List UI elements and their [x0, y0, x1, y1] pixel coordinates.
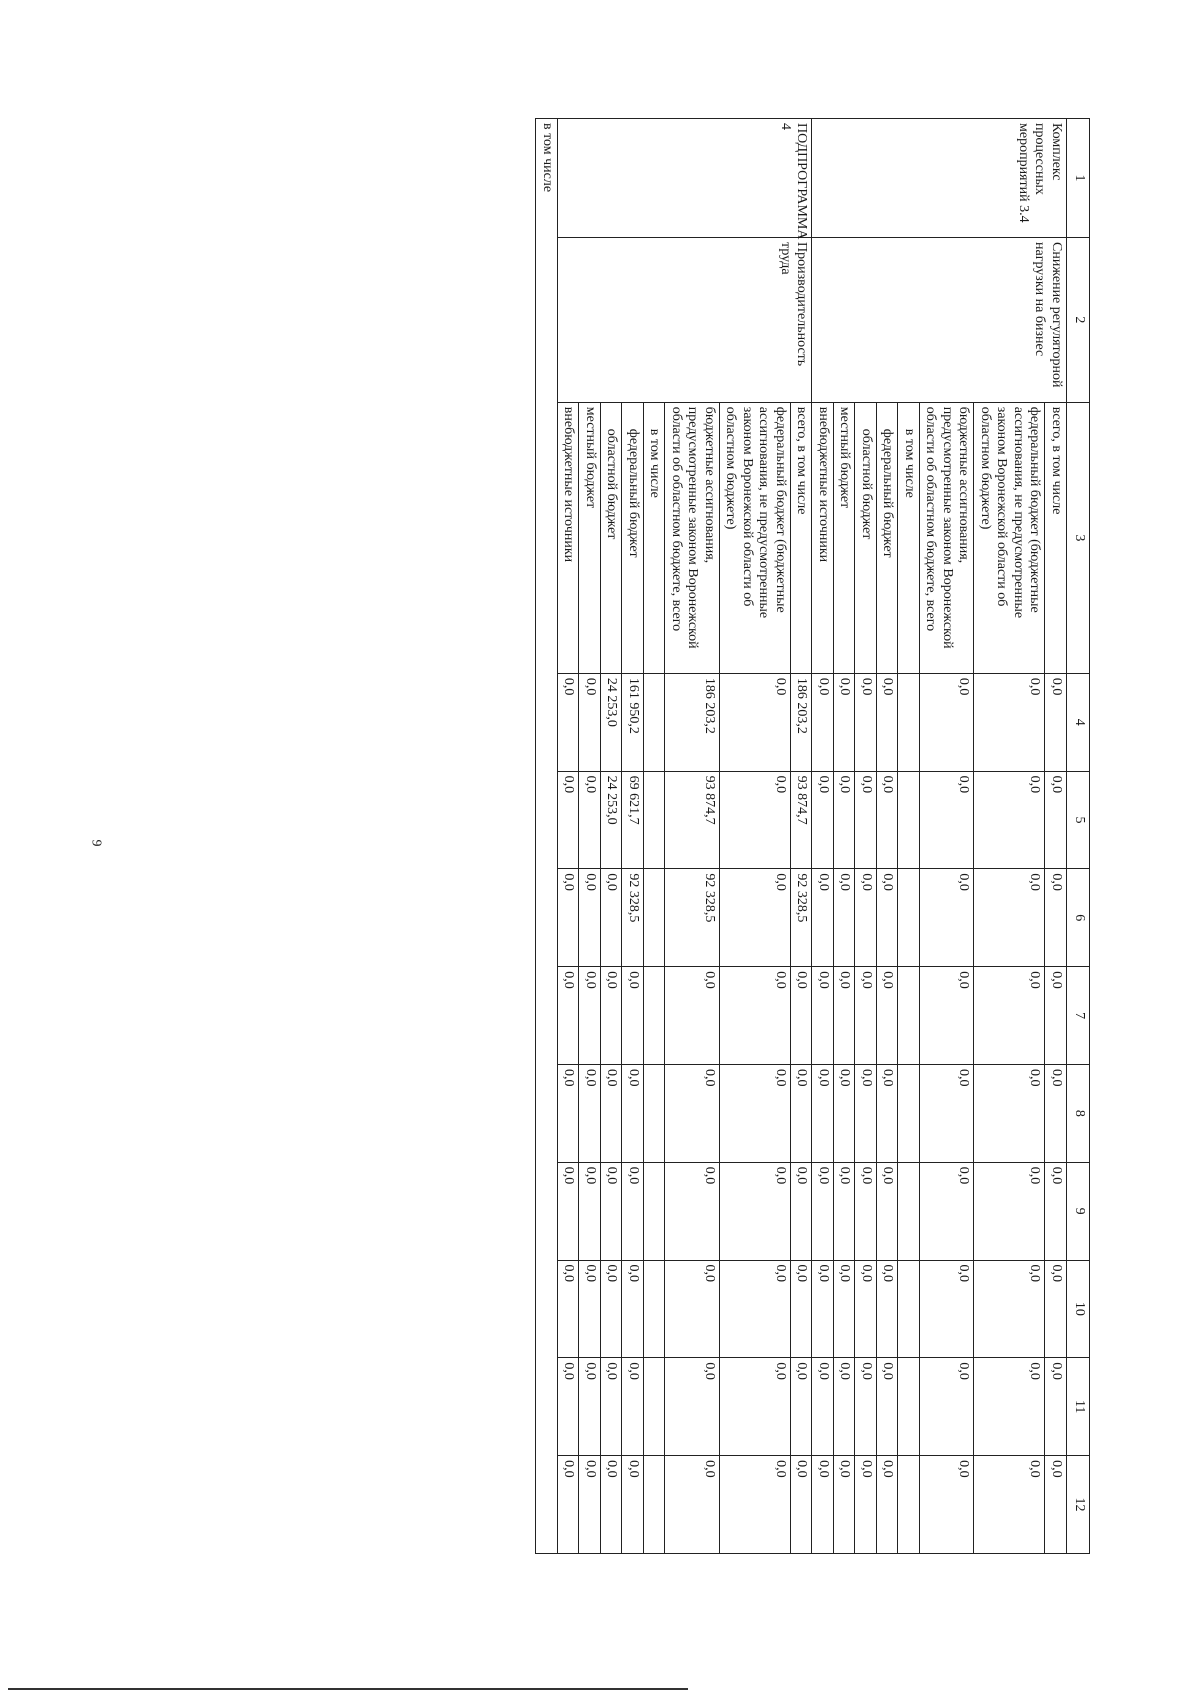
cell-value: 0,0 [812, 1162, 834, 1260]
cell-source: бюджетные ассигнования, предусмотренные законом Воронежской области об областном бюджете, всего [665, 402, 720, 673]
cell-value: 0,0 [812, 1456, 834, 1554]
cell-value: 0,0 [665, 1260, 720, 1358]
cell-value: 0,0 [1045, 771, 1067, 869]
column-header: 10 [1067, 1260, 1090, 1358]
cell-value: 0,0 [719, 771, 790, 869]
cell-value: 0,0 [974, 673, 1045, 771]
cell-value: 0,0 [600, 1456, 622, 1554]
cell-value: 0,0 [876, 1456, 898, 1554]
cell-value: 186 203,2 [665, 673, 720, 771]
cell-value: 0,0 [855, 1456, 877, 1554]
table-row [536, 119, 558, 1554]
cell-value [898, 1064, 920, 1162]
cell-value: 92 328,5 [665, 869, 720, 967]
cell-value: 0,0 [557, 1456, 579, 1554]
cell-value: 0,0 [557, 1358, 579, 1456]
cell-value: 0,0 [557, 1064, 579, 1162]
cell-value: 0,0 [855, 1162, 877, 1260]
cell-program: ПОДПРОГРАММА 4 [557, 119, 812, 238]
cell-value: 0,0 [719, 673, 790, 771]
cell-value: 0,0 [600, 1260, 622, 1358]
cell-value: 0,0 [622, 1358, 644, 1456]
cell-source: местный бюджет [579, 402, 601, 673]
column-header: 5 [1067, 771, 1090, 869]
cell-value: 0,0 [1045, 1162, 1067, 1260]
cell-value [898, 673, 920, 771]
cell-value: 0,0 [579, 1456, 601, 1554]
column-header: 11 [1067, 1358, 1090, 1456]
cell-value: 0,0 [876, 967, 898, 1065]
cell-value: 0,0 [855, 673, 877, 771]
column-header: 6 [1067, 869, 1090, 967]
cell-value: 0,0 [876, 771, 898, 869]
cell-value: 0,0 [719, 1162, 790, 1260]
cell-value: 0,0 [719, 869, 790, 967]
cell-value: 0,0 [1045, 1358, 1067, 1456]
cell-source: внебюджетные источники [812, 402, 834, 673]
cell-value: 0,0 [812, 967, 834, 1065]
cell-value: 0,0 [622, 967, 644, 1065]
cell-value: 0,0 [579, 1358, 601, 1456]
cell-value: 0,0 [665, 1358, 720, 1456]
cell-value: 0,0 [812, 1064, 834, 1162]
cell-value: 0,0 [1045, 967, 1067, 1065]
cell-value: 0,0 [919, 967, 974, 1065]
cell-value: 0,0 [790, 1162, 812, 1260]
cell-value: 0,0 [600, 967, 622, 1065]
column-header: 12 [1067, 1456, 1090, 1554]
cell-value: 0,0 [876, 1064, 898, 1162]
cell-value [643, 967, 665, 1065]
cell-value [898, 1456, 920, 1554]
column-header: 3 [1067, 402, 1090, 673]
cell-value: 0,0 [557, 869, 579, 967]
cell-value: 24 253,0 [600, 673, 622, 771]
cell-value: 0,0 [876, 869, 898, 967]
cell-value: 0,0 [876, 1260, 898, 1358]
cell-value: 0,0 [579, 1162, 601, 1260]
table-body [536, 119, 1067, 1554]
cell-value: 0,0 [790, 1358, 812, 1456]
column-header: 8 [1067, 1064, 1090, 1162]
cell-value: 0,0 [974, 1358, 1045, 1456]
cell-value: 92 328,5 [790, 869, 812, 967]
cell-value: 0,0 [579, 967, 601, 1065]
cell-value: 0,0 [876, 1162, 898, 1260]
cell-value: 0,0 [812, 869, 834, 967]
cell-name: Снижение регуляторной нагрузки на бизнес [812, 238, 1067, 403]
page-number: 9 [88, 839, 104, 847]
cell-value: 0,0 [790, 1260, 812, 1358]
cell-value: 0,0 [919, 1358, 974, 1456]
cell-value [643, 1064, 665, 1162]
cell-source: федеральный бюджет [876, 402, 898, 673]
cell-value: 0,0 [833, 1162, 855, 1260]
cell-value: 0,0 [719, 1064, 790, 1162]
cell-value: 0,0 [833, 1456, 855, 1554]
cell-value: 0,0 [876, 1358, 898, 1456]
cell-value [898, 967, 920, 1065]
cell-value: 0,0 [1045, 1064, 1067, 1162]
cell-value: 0,0 [579, 869, 601, 967]
cell-value [643, 1358, 665, 1456]
cell-value: 0,0 [855, 1260, 877, 1358]
cell-value: 0,0 [855, 869, 877, 967]
cell-source: внебюджетные источники [557, 402, 579, 673]
cell-value: 0,0 [919, 673, 974, 771]
cell-value [643, 1456, 665, 1554]
cell-label: в том числе [536, 119, 558, 1554]
cell-value: 0,0 [855, 771, 877, 869]
cell-value: 0,0 [790, 1456, 812, 1554]
cell-value: 0,0 [557, 1260, 579, 1358]
cell-name: Производительность труда [557, 238, 812, 403]
cell-value: 0,0 [600, 1162, 622, 1260]
cell-value: 0,0 [855, 1064, 877, 1162]
cell-value: 0,0 [974, 1064, 1045, 1162]
cell-value: 0,0 [833, 673, 855, 771]
column-header: 9 [1067, 1162, 1090, 1260]
cell-value: 93 874,7 [790, 771, 812, 869]
table-row [1045, 119, 1067, 1554]
cell-value [898, 869, 920, 967]
cell-source: федеральный бюджет [622, 402, 644, 673]
cell-value: 0,0 [622, 1456, 644, 1554]
cell-value: 0,0 [600, 869, 622, 967]
cell-value: 0,0 [665, 1456, 720, 1554]
cell-source: областной бюджет [600, 402, 622, 673]
cell-source: всего, в том числе [1045, 402, 1067, 673]
cell-value: 0,0 [665, 1064, 720, 1162]
budget-table-container [210, 118, 1090, 1554]
cell-value [643, 673, 665, 771]
cell-value: 0,0 [665, 1162, 720, 1260]
cell-value: 0,0 [557, 771, 579, 869]
cell-value: 0,0 [974, 869, 1045, 967]
cell-value: 0,0 [974, 1162, 1045, 1260]
cell-value: 0,0 [833, 1260, 855, 1358]
cell-value [898, 1358, 920, 1456]
cell-value: 0,0 [622, 1162, 644, 1260]
column-header: 7 [1067, 967, 1090, 1065]
cell-value: 0,0 [719, 1358, 790, 1456]
cell-value [643, 771, 665, 869]
cell-source: областной бюджет [855, 402, 877, 673]
cell-value: 0,0 [812, 1260, 834, 1358]
cell-value: 0,0 [600, 1358, 622, 1456]
cell-source: федеральный бюджет (бюджетные ассигнования, не предусмотренные законом Воронежской области об областном бюджете) [719, 402, 790, 673]
cell-value: 0,0 [919, 1064, 974, 1162]
cell-value: 0,0 [833, 1064, 855, 1162]
cell-value: 0,0 [974, 771, 1045, 869]
cell-value: 0,0 [1045, 869, 1067, 967]
cell-value [643, 1162, 665, 1260]
cell-value [643, 1260, 665, 1358]
cell-value: 0,0 [855, 967, 877, 1065]
cell-value: 0,0 [876, 673, 898, 771]
cell-source: местный бюджет [833, 402, 855, 673]
cell-value: 0,0 [919, 1162, 974, 1260]
cell-value: 186 203,2 [790, 673, 812, 771]
budget-table [535, 118, 1090, 1554]
cell-value: 0,0 [579, 771, 601, 869]
cell-value: 0,0 [622, 1260, 644, 1358]
cell-program: Комплекс процессных мероприятий 3.4 [812, 119, 1067, 238]
cell-value: 0,0 [579, 673, 601, 771]
column-header: 2 [1067, 238, 1090, 403]
cell-value: 0,0 [855, 1358, 877, 1456]
cell-value: 24 253,0 [600, 771, 622, 869]
cell-value [643, 869, 665, 967]
cell-value: 0,0 [919, 1260, 974, 1358]
cell-value: 0,0 [1045, 1260, 1067, 1358]
cell-value: 0,0 [919, 869, 974, 967]
cell-value: 0,0 [833, 869, 855, 967]
cell-value [898, 1162, 920, 1260]
cell-value: 93 874,7 [665, 771, 720, 869]
cell-value: 0,0 [790, 967, 812, 1065]
cell-value: 0,0 [974, 1456, 1045, 1554]
header-row [1067, 119, 1090, 1554]
cell-value [898, 771, 920, 869]
cell-value: 0,0 [557, 1162, 579, 1260]
cell-value: 0,0 [919, 771, 974, 869]
cell-value: 0,0 [557, 967, 579, 1065]
cell-value: 0,0 [974, 967, 1045, 1065]
cell-value [898, 1260, 920, 1358]
table-row [790, 119, 812, 1554]
cell-value: 0,0 [812, 1358, 834, 1456]
cell-value: 161 950,2 [622, 673, 644, 771]
cell-value: 69 621,7 [622, 771, 644, 869]
cell-value: 0,0 [600, 1064, 622, 1162]
cell-value: 0,0 [719, 1260, 790, 1358]
cell-source: всего, в том числе [790, 402, 812, 673]
cell-value: 0,0 [1045, 673, 1067, 771]
cell-value: 0,0 [622, 1064, 644, 1162]
cell-value: 0,0 [579, 1260, 601, 1358]
cell-value: 0,0 [833, 967, 855, 1065]
cell-value: 0,0 [579, 1064, 601, 1162]
cell-value: 0,0 [557, 673, 579, 771]
cell-source: бюджетные ассигнования, предусмотренные законом Воронежской области об областном бюджете, всего [919, 402, 974, 673]
cell-value: 0,0 [790, 1064, 812, 1162]
cell-value: 0,0 [1045, 1456, 1067, 1554]
column-header: 4 [1067, 673, 1090, 771]
cell-value: 92 328,5 [622, 869, 644, 967]
cell-value: 0,0 [919, 1456, 974, 1554]
cell-value: 0,0 [812, 673, 834, 771]
cell-value: 0,0 [833, 1358, 855, 1456]
cell-value: 0,0 [719, 1456, 790, 1554]
cell-value: 0,0 [812, 771, 834, 869]
cell-value: 0,0 [719, 967, 790, 1065]
cell-value: 0,0 [833, 771, 855, 869]
cell-value: 0,0 [974, 1260, 1045, 1358]
cell-value: 0,0 [665, 967, 720, 1065]
cell-source: в том числе [898, 402, 920, 673]
column-header: 1 [1067, 119, 1090, 238]
cell-source: в том числе [643, 402, 665, 673]
cell-source: федеральный бюджет (бюджетные ассигнования, не предусмотренные законом Воронежской области об областном бюджете) [974, 402, 1045, 673]
